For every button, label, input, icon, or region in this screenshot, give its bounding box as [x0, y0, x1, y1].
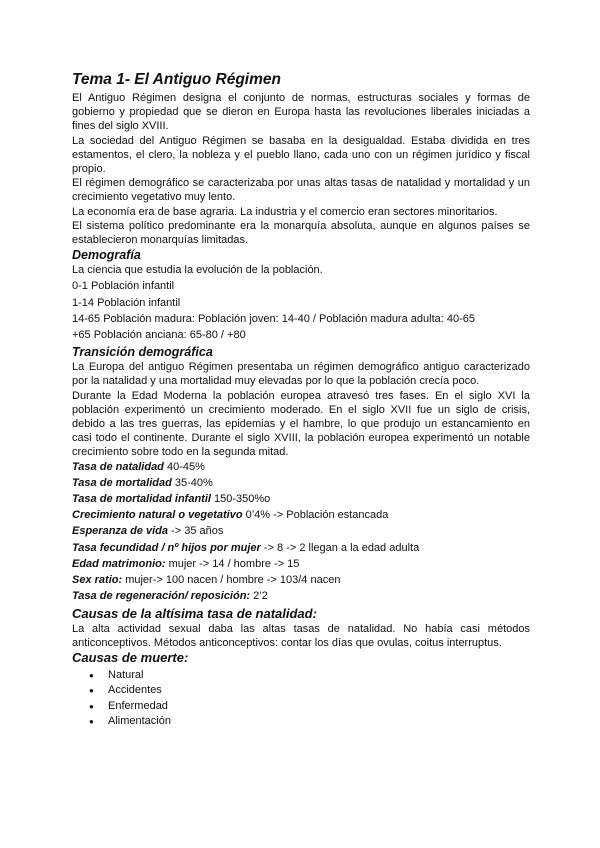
document-page [72, 70, 530, 730]
stat-label: Tasa de natalidad [72, 460, 164, 473]
stat-row [72, 492, 530, 506]
demografia-line-5: +65 Población anciana: 65-80 / +80 [72, 329, 246, 342]
stat-row [72, 460, 530, 474]
causas-muerte-list [72, 668, 530, 730]
section-heading-causas-muerte: Causas de muerte: [72, 649, 189, 665]
stat-value: 40-45% [163, 460, 205, 473]
page-title: Tema 1- El Antiguo Régimen [72, 71, 281, 88]
stat-label: Edad matrimonio: [72, 557, 166, 570]
transicion-paragraph-1: La Europa del antiguo Régimen presentaba un régimen demográfico antiguo caracterizado por la natalidad y una mortalidad muy elevadas por lo que la población crecía poco. [72, 361, 530, 388]
stat-label: Tasa de regeneración/ reposición: [72, 590, 251, 603]
stat-value: -> 8 -> 2 llegan a la edad adulta [260, 541, 420, 554]
list-item: ● Alimentación [108, 714, 530, 730]
stat-label: Tasa fecundidad / nº hijos por mujer [72, 541, 261, 554]
stat-row [72, 557, 530, 571]
stat-row [72, 524, 530, 538]
intro-paragraph-3: El régimen demográfico se caracterizaba por unas altas tasas de natalidad y mortalidad y un crecimiento vegetativo muy lento. [72, 177, 530, 204]
stat-label: Tasa de mortalidad [72, 476, 172, 489]
stat-row [72, 589, 530, 603]
stat-value: mujer-> 100 nacen / hombre -> 103/4 nacen [122, 574, 341, 587]
list-item: ● Accidentes [108, 683, 530, 699]
stat-value: 35-40% [171, 476, 213, 489]
stat-value: 2’2 [250, 590, 268, 603]
stat-value: 150-350%o [210, 493, 271, 506]
stat-label: Sex ratio: [72, 574, 123, 587]
demografia-line-2: 0-1 Población infantil [72, 280, 175, 293]
demografia-line-1: La ciencia que estudia la evolución de la población. [72, 264, 323, 277]
demografia-line-3: 1-14 Población infantil [72, 296, 181, 309]
stat-row [72, 508, 530, 522]
stat-row [72, 476, 530, 490]
list-item: ● Enfermedad [108, 699, 530, 715]
intro-paragraph-4: La economía era de base agraria. La industria y el comercio eran sectores minoritarios. [72, 205, 498, 218]
intro-paragraph-2: La sociedad del Antiguo Régimen se basaba en la desigualdad. Estaba dividida en tres estamentos, el clero, la nobleza y el pueblo llano, cada uno con un régimen jurídico y fiscal propio. [72, 134, 530, 176]
stat-value: 0’4% -> Población estancada [242, 509, 389, 522]
stat-label: Tasa de mortalidad infantil [72, 493, 211, 506]
transicion-paragraph-2: Durante la Edad Moderna la población europea atravesó tres fases. En el siglo XVI la población experimentó un crecimiento moderado. En el siglo XVII fue un siglo de crisis, debido a las tres guerras, las epidemias y el hambre, lo que produjo un estancamiento en casi todo el continente. Durante el siglo XVIII, la población europea experimentó un notable crecimiento sobre todo en la segunda mitad. [72, 389, 530, 459]
stat-value: mujer -> 14 / hombre -> 15 [165, 557, 300, 570]
intro-paragraph-1: El Antiguo Régimen designa el conjunto de normas, estructuras sociales y formas de gobierno y propiedad que se dieron en Europa hasta las revoluciones liberales iniciadas a fines del siglo XVIII. [72, 92, 530, 133]
demografia-line-4: 14-65 Población madura: Población joven: 14-40 / Población madura adulta: 40-65 [72, 312, 475, 325]
section-heading-transicion: Transición demográfica [72, 345, 213, 360]
section-heading-demografia: Demografía [72, 248, 141, 263]
stat-label: Esperanza de vida [72, 525, 168, 538]
stat-label: Crecimiento natural o vegetativo [72, 509, 243, 522]
causas-natalidad-paragraph: La alta actividad sexual daba las altas tasas de natalidad. No había casi métodos anticonceptivos. Métodos anticonceptivos: contar los días que ovulas, coitus interruptus. [72, 622, 530, 649]
list-item: ● Natural [108, 668, 530, 684]
intro-paragraph-5: El sistema político predominante era la monarquía absoluta, aunque en algunos países se establecieron monarquías limitadas. [72, 219, 530, 247]
stat-row [72, 573, 530, 587]
section-heading-causas-natalidad: Causas de la altísima tasa de natalidad: [72, 605, 317, 621]
stat-row [72, 541, 530, 555]
stat-value: -> 35 años [168, 525, 224, 538]
